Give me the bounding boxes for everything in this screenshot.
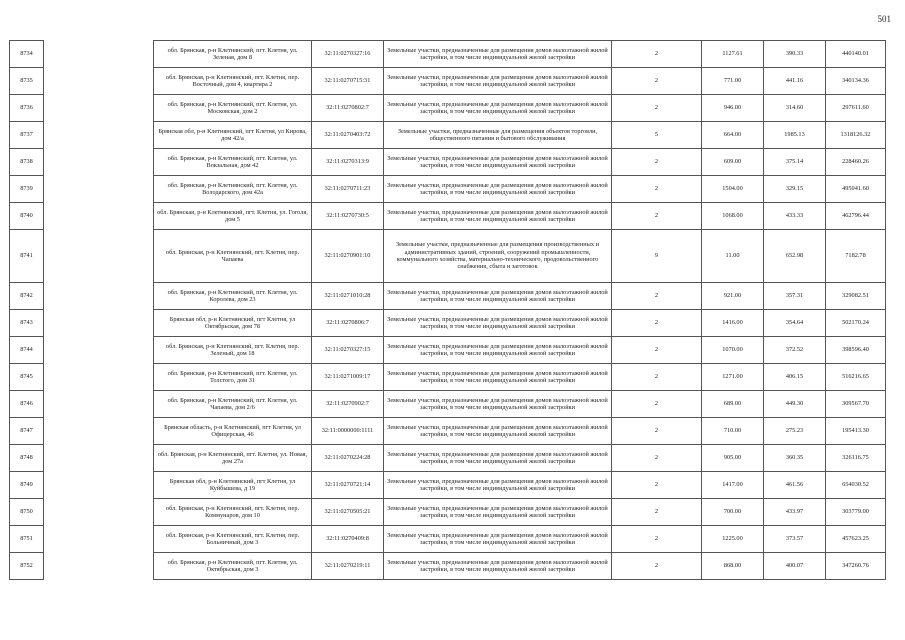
area-cell: 1127.61 bbox=[702, 41, 764, 68]
land-use-cell: Земельные участки, предназначенные для размещения домов малоэтажной жилой застройки, в том числе индивидуальной жилой застройки bbox=[384, 41, 612, 68]
cadastral-value-table bbox=[9, 40, 886, 580]
cadastral-number-cell: 32:11:0270730:5 bbox=[312, 203, 384, 230]
specific-value-cell: 373.57 bbox=[764, 526, 826, 553]
area-cell: 1225.00 bbox=[702, 526, 764, 553]
cadastral-value-cell: 398596.40 bbox=[826, 337, 886, 364]
cadastral-number-cell: 32:11:0270313:9 bbox=[312, 149, 384, 176]
specific-value-cell: 275.23 bbox=[764, 418, 826, 445]
table-row bbox=[10, 41, 886, 68]
cadastral-value-cell: 457623.25 bbox=[826, 526, 886, 553]
group-cell: 2 bbox=[612, 310, 702, 337]
land-use-cell: Земельные участки, предназначенные для размещения домов малоэтажной жилой застройки, в том числе индивидуальной жилой застройки bbox=[384, 445, 612, 472]
blank-cell bbox=[44, 230, 154, 283]
cadastral-value-cell: 462796.44 bbox=[826, 203, 886, 230]
cadastral-number-cell: 32:11:0270327:16 bbox=[312, 41, 384, 68]
table-row bbox=[10, 149, 886, 176]
table-row bbox=[10, 553, 886, 580]
specific-value-cell: 375.14 bbox=[764, 149, 826, 176]
cadastral-number-cell: 32:11:0270505:21 bbox=[312, 499, 384, 526]
land-use-cell: Земельные участки, предназначенные для размещения домов малоэтажной жилой застройки, в том числе индивидуальной жилой застройки bbox=[384, 526, 612, 553]
group-cell: 2 bbox=[612, 95, 702, 122]
cadastral-value-cell: 440140.01 bbox=[826, 41, 886, 68]
land-use-cell: Земельные участки, предназначенные для размещения домов малоэтажной жилой застройки, в том числе индивидуальной жилой застройки bbox=[384, 391, 612, 418]
specific-value-cell: 400.07 bbox=[764, 553, 826, 580]
table-row bbox=[10, 499, 886, 526]
blank-cell bbox=[44, 364, 154, 391]
land-use-cell: Земельные участки, предназначенные для размещения домов малоэтажной жилой застройки, в том числе индивидуальной жилой застройки bbox=[384, 95, 612, 122]
row-number-cell: 8735 bbox=[10, 68, 44, 95]
cadastral-value-cell: 1318126.32 bbox=[826, 122, 886, 149]
address-cell: Брянская область, р-н Клетнянский, пгт Клетня, ул Офицерская, 46 bbox=[154, 418, 312, 445]
cadastral-number-cell: 32:11:0270224:28 bbox=[312, 445, 384, 472]
cadastral-value-cell: 340134.36 bbox=[826, 68, 886, 95]
land-use-cell: Земельные участки, предназначенные для размещения домов малоэтажной жилой застройки, в том числе индивидуальной жилой застройки bbox=[384, 203, 612, 230]
row-number-cell: 8737 bbox=[10, 122, 44, 149]
group-cell: 2 bbox=[612, 418, 702, 445]
area-cell: 946.00 bbox=[702, 95, 764, 122]
row-number-cell: 8747 bbox=[10, 418, 44, 445]
address-cell: обл. Брянская, р-н Клетнянский, пгт. Клетня, пер. Коммунаров, дом 10 bbox=[154, 499, 312, 526]
specific-value-cell: 441.16 bbox=[764, 68, 826, 95]
blank-cell bbox=[44, 203, 154, 230]
cadastral-number-cell: 32:11:0270902:7 bbox=[312, 391, 384, 418]
table-row bbox=[10, 472, 886, 499]
row-number-cell: 8739 bbox=[10, 176, 44, 203]
blank-cell bbox=[44, 68, 154, 95]
cadastral-value-cell: 516216.65 bbox=[826, 364, 886, 391]
address-cell: Брянская обл, р-н Клетнянский, пгт Клетня, ул Кирова, дом 42/а bbox=[154, 122, 312, 149]
row-number-cell: 8734 bbox=[10, 41, 44, 68]
land-use-cell: Земельные участки, предназначенные для размещения домов малоэтажной жилой застройки, в том числе индивидуальной жилой застройки bbox=[384, 337, 612, 364]
row-number-cell: 8738 bbox=[10, 149, 44, 176]
row-number-cell: 8752 bbox=[10, 553, 44, 580]
row-number-cell: 8736 bbox=[10, 95, 44, 122]
cadastral-value-cell: 329082.51 bbox=[826, 283, 886, 310]
area-cell: 1504.00 bbox=[702, 176, 764, 203]
blank-cell bbox=[44, 337, 154, 364]
cadastral-value-cell: 495041.60 bbox=[826, 176, 886, 203]
address-cell: обл. Брянская, р-н Клетнянский, пгт. Клетня, ул. Гоголя, дом 5 bbox=[154, 203, 312, 230]
land-use-cell: Земельные участки, предназначенные для размещения домов малоэтажной жилой застройки, в том числе индивидуальной жилой застройки bbox=[384, 364, 612, 391]
blank-cell bbox=[44, 283, 154, 310]
address-cell: Брянская обл, р-н Клетнянский, пгт Клетня, ул Октябрьская, дом 78 bbox=[154, 310, 312, 337]
group-cell: 2 bbox=[612, 176, 702, 203]
land-use-cell: Земельные участки, предназначенные для размещения домов малоэтажной жилой застройки, в том числе индивидуальной жилой застройки bbox=[384, 176, 612, 203]
row-number-cell: 8742 bbox=[10, 283, 44, 310]
area-cell: 868.00 bbox=[702, 553, 764, 580]
specific-value-cell: 433.33 bbox=[764, 203, 826, 230]
cadastral-number-cell: 32:11:0271010:28 bbox=[312, 283, 384, 310]
group-cell: 2 bbox=[612, 445, 702, 472]
table-row bbox=[10, 391, 886, 418]
group-cell: 2 bbox=[612, 337, 702, 364]
address-cell: обл. Брянская, р-н Клетнянский, пгт. Клетня, ул. Московская, дом 2 bbox=[154, 95, 312, 122]
cadastral-value-cell: 326116.75 bbox=[826, 445, 886, 472]
area-cell: 689.00 bbox=[702, 391, 764, 418]
table-row bbox=[10, 122, 886, 149]
blank-cell bbox=[44, 499, 154, 526]
row-number-cell: 8748 bbox=[10, 445, 44, 472]
row-number-cell: 8740 bbox=[10, 203, 44, 230]
area-cell: 1271.00 bbox=[702, 364, 764, 391]
address-cell: обл. Брянская, р-н Клетнянский, пгт. Клетня, ул. Королева, дом 23 bbox=[154, 283, 312, 310]
cadastral-number-cell: 32:11:0270327:15 bbox=[312, 337, 384, 364]
table-row bbox=[10, 445, 886, 472]
area-cell: 1068.00 bbox=[702, 203, 764, 230]
blank-cell bbox=[44, 310, 154, 337]
blank-cell bbox=[44, 95, 154, 122]
land-use-cell: Земельные участки, предназначенные для размещения объектов торговли, общественного питания и бытового обслуживания bbox=[384, 122, 612, 149]
cadastral-number-cell: 32:11:0270409:8 bbox=[312, 526, 384, 553]
specific-value-cell: 360.35 bbox=[764, 445, 826, 472]
address-cell: обл. Брянская, р-н Клетнянский, пгт. Клетня, ул. Новая, дом 27а bbox=[154, 445, 312, 472]
blank-cell bbox=[44, 122, 154, 149]
address-cell: обл. Брянская, р-н Клетнянский, пгт. Клетня, пер. Чапаева bbox=[154, 230, 312, 283]
address-cell: Брянская обл, р-н Клетнянский, пгт Клетня, ул Куйбышева, д 19 bbox=[154, 472, 312, 499]
cadastral-value-cell: 347260.76 bbox=[826, 553, 886, 580]
specific-value-cell: 406.15 bbox=[764, 364, 826, 391]
table-row bbox=[10, 337, 886, 364]
table-row bbox=[10, 310, 886, 337]
cadastral-number-cell: 32:11:0270901:10 bbox=[312, 230, 384, 283]
blank-cell bbox=[44, 553, 154, 580]
cadastral-number-cell: 32:11:0270403:72 bbox=[312, 122, 384, 149]
specific-value-cell: 314.60 bbox=[764, 95, 826, 122]
specific-value-cell: 461.56 bbox=[764, 472, 826, 499]
cadastral-value-cell: 228460.26 bbox=[826, 149, 886, 176]
land-use-cell: Земельные участки, предназначенные для размещения домов малоэтажной жилой застройки, в том числе индивидуальной жилой застройки bbox=[384, 310, 612, 337]
group-cell: 2 bbox=[612, 364, 702, 391]
area-cell: 710.00 bbox=[702, 418, 764, 445]
specific-value-cell: 354.64 bbox=[764, 310, 826, 337]
cadastral-value-cell: 7182.78 bbox=[826, 230, 886, 283]
address-cell: обл. Брянская, р-н Клетнянский, пгт. Клетня, ул. Толстого, дом 31 bbox=[154, 364, 312, 391]
row-number-cell: 8741 bbox=[10, 230, 44, 283]
group-cell: 2 bbox=[612, 68, 702, 95]
row-number-cell: 8749 bbox=[10, 472, 44, 499]
group-cell: 2 bbox=[612, 526, 702, 553]
specific-value-cell: 357.31 bbox=[764, 283, 826, 310]
specific-value-cell: 1985.13 bbox=[764, 122, 826, 149]
cadastral-number-cell: 32:11:0000000:1111 bbox=[312, 418, 384, 445]
cadastral-number-cell: 32:11:0270721:14 bbox=[312, 472, 384, 499]
table-row bbox=[10, 230, 886, 283]
land-use-cell: Земельные участки, предназначенные для размещения домов малоэтажной жилой застройки, в том числе индивидуальной жилой застройки bbox=[384, 68, 612, 95]
area-cell: 921.00 bbox=[702, 283, 764, 310]
table-row bbox=[10, 418, 886, 445]
blank-cell bbox=[44, 41, 154, 68]
table-row bbox=[10, 176, 886, 203]
address-cell: обл. Брянская, р-н Клетнянский, пгт. Клетня, ул. Зеленая, дом 8 bbox=[154, 41, 312, 68]
land-use-cell: Земельные участки, предназначенные для размещения домов малоэтажной жилой застройки, в том числе индивидуальной жилой застройки bbox=[384, 472, 612, 499]
row-number-cell: 8745 bbox=[10, 364, 44, 391]
cadastral-value-cell: 502170.24 bbox=[826, 310, 886, 337]
cadastral-number-cell: 32:11:0270806:7 bbox=[312, 310, 384, 337]
land-use-cell: Земельные участки, предназначенные для размещения производственных и административных зданий, строений, сооружений промышленности, коммунального хозяйства, материально-технического, продовольственного снабжения, сбыта и заготовок bbox=[384, 230, 612, 283]
specific-value-cell: 433.97 bbox=[764, 499, 826, 526]
table-body bbox=[10, 41, 886, 580]
cadastral-value-cell: 303779.00 bbox=[826, 499, 886, 526]
cadastral-value-cell: 309567.70 bbox=[826, 391, 886, 418]
address-cell: обл. Брянская, р-н Клетнянский, пгт. Клетня, пер. Восточный, дом 4, квартира 2 bbox=[154, 68, 312, 95]
row-number-cell: 8746 bbox=[10, 391, 44, 418]
cadastral-number-cell: 32:11:0270715:31 bbox=[312, 68, 384, 95]
area-cell: 771.00 bbox=[702, 68, 764, 95]
page-number: 501 bbox=[877, 14, 891, 24]
specific-value-cell: 390.33 bbox=[764, 41, 826, 68]
cadastral-number-cell: 32:11:0270711:23 bbox=[312, 176, 384, 203]
cadastral-value-cell: 297611.60 bbox=[826, 95, 886, 122]
address-cell: обл. Брянская, р-н Клетнянский, пгт. Клетня, ул. Володарского, дом 42а bbox=[154, 176, 312, 203]
group-cell: 2 bbox=[612, 553, 702, 580]
area-cell: 11.00 bbox=[702, 230, 764, 283]
table-row bbox=[10, 68, 886, 95]
table-row bbox=[10, 283, 886, 310]
cadastral-number-cell: 32:11:0270802:7 bbox=[312, 95, 384, 122]
table-row bbox=[10, 95, 886, 122]
group-cell: 2 bbox=[612, 203, 702, 230]
group-cell: 2 bbox=[612, 472, 702, 499]
blank-cell bbox=[44, 526, 154, 553]
group-cell: 2 bbox=[612, 41, 702, 68]
area-cell: 1416.00 bbox=[702, 310, 764, 337]
group-cell: 2 bbox=[612, 149, 702, 176]
blank-cell bbox=[44, 472, 154, 499]
address-cell: обл. Брянская, р-н Клетнянский, пгт. Клетня, пер. Больничный, дом 3 bbox=[154, 526, 312, 553]
land-use-cell: Земельные участки, предназначенные для размещения домов малоэтажной жилой застройки, в том числе индивидуальной жилой застройки bbox=[384, 418, 612, 445]
cadastral-value-cell: 195413.30 bbox=[826, 418, 886, 445]
group-cell: 2 bbox=[612, 283, 702, 310]
group-cell: 2 bbox=[612, 499, 702, 526]
specific-value-cell: 329.15 bbox=[764, 176, 826, 203]
address-cell: обл. Брянская, р-н Клетнянский, пгт. Клетня, ул. Октябрьская, дом 3 bbox=[154, 553, 312, 580]
table-row bbox=[10, 203, 886, 230]
specific-value-cell: 652.98 bbox=[764, 230, 826, 283]
table-row bbox=[10, 526, 886, 553]
cadastral-number-cell: 32:11:0271009:17 bbox=[312, 364, 384, 391]
row-number-cell: 8751 bbox=[10, 526, 44, 553]
blank-cell bbox=[44, 391, 154, 418]
address-cell: обл. Брянская, р-н Клетнянский, пгт. Клетня, ул. Чапаева, дом 2/6 bbox=[154, 391, 312, 418]
area-cell: 1417.00 bbox=[702, 472, 764, 499]
specific-value-cell: 449.30 bbox=[764, 391, 826, 418]
table-row bbox=[10, 364, 886, 391]
land-use-cell: Земельные участки, предназначенные для размещения домов малоэтажной жилой застройки, в том числе индивидуальной жилой застройки bbox=[384, 283, 612, 310]
land-use-cell: Земельные участки, предназначенные для размещения домов малоэтажной жилой застройки, в том числе индивидуальной жилой застройки bbox=[384, 553, 612, 580]
land-use-cell: Земельные участки, предназначенные для размещения домов малоэтажной жилой застройки, в том числе индивидуальной жилой застройки bbox=[384, 149, 612, 176]
blank-cell bbox=[44, 418, 154, 445]
group-cell: 2 bbox=[612, 391, 702, 418]
row-number-cell: 8744 bbox=[10, 337, 44, 364]
area-cell: 664.00 bbox=[702, 122, 764, 149]
group-cell: 9 bbox=[612, 230, 702, 283]
row-number-cell: 8743 bbox=[10, 310, 44, 337]
blank-cell bbox=[44, 149, 154, 176]
land-use-cell: Земельные участки, предназначенные для размещения домов малоэтажной жилой застройки, в том числе индивидуальной жилой застройки bbox=[384, 499, 612, 526]
cadastral-number-cell: 32:11:0270219:11 bbox=[312, 553, 384, 580]
area-cell: 1070.00 bbox=[702, 337, 764, 364]
cadastral-value-cell: 654030.52 bbox=[826, 472, 886, 499]
group-cell: 5 bbox=[612, 122, 702, 149]
row-number-cell: 8750 bbox=[10, 499, 44, 526]
area-cell: 609.00 bbox=[702, 149, 764, 176]
specific-value-cell: 372.52 bbox=[764, 337, 826, 364]
area-cell: 700.00 bbox=[702, 499, 764, 526]
address-cell: обл. Брянская, р-н Клетнянский, пгт. Клетня, пер. Зеленый, дом 18 bbox=[154, 337, 312, 364]
blank-cell bbox=[44, 176, 154, 203]
area-cell: 905.00 bbox=[702, 445, 764, 472]
address-cell: обл. Брянская, р-н Клетнянский, пгт. Клетня, ул. Вокзальная, дом 42 bbox=[154, 149, 312, 176]
blank-cell bbox=[44, 445, 154, 472]
